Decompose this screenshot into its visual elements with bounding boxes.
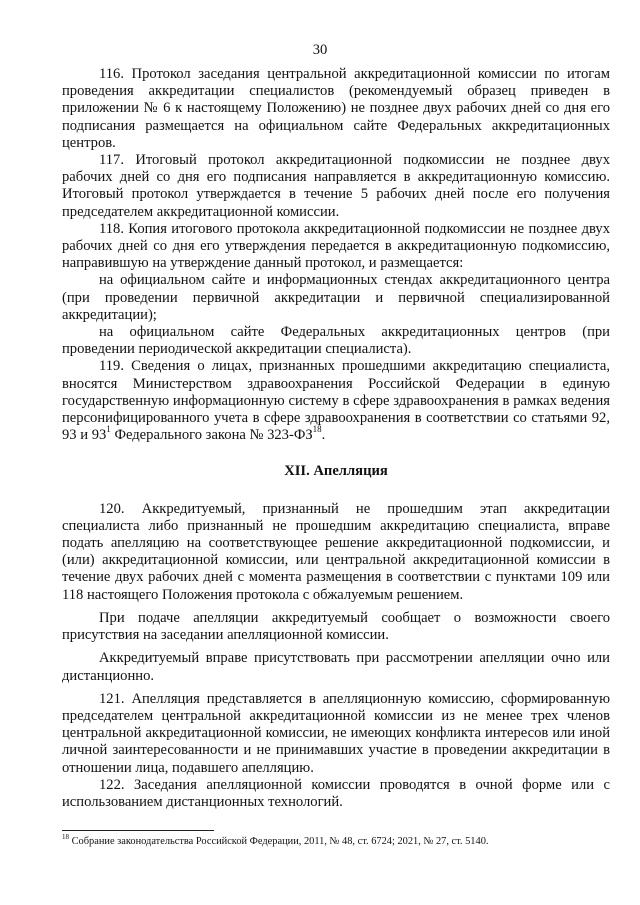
paragraph-122: 122. Заседания апелляционной комиссии проводятся в очной форме или с использованием дистанционных технологий. [62, 776, 610, 810]
footnote-text: Собрание законодательства Российской Федерации, 2011, № 48, ст. 6724; 2021, № 27, ст. 5140. [69, 836, 489, 847]
footnote-divider [62, 830, 214, 831]
paragraph-117: 117. Итоговый протокол аккредитационной подкомиссии не позднее двух рабочих дней со дня его подписания направляется в аккредитационную комиссию. Итоговый протокол утверждается в течение 5 рабочих дней после его получения председателем аккредитационной комиссии. [62, 152, 610, 220]
article-superscript: 1 [106, 424, 111, 435]
page-number: 30 [312, 42, 328, 58]
paragraph-116: 116. Протокол заседания центральной аккредитационной комиссии по итогам проведения аккредитации специалистов (рекомендуемый образец приведен в приложении № 6 к настоящему Положению) не позднее двух рабочих дней со дня его подписания размещается на официальном сайте Федеральных аккредитационных центров. [62, 66, 610, 151]
paragraph-120: 120. Аккредитуемый, признанный не прошедшим этап аккредитации специалиста либо признанный не прошедшим аккредитацию специалиста, вправе подать апелляцию на соответствующее решение аккредитационной подкомиссии, и (или) аккредитационной комиссии, или центральной аккредитационной комиссии в течение двух рабочих дней с момента размещения в соответствии с пунктами 109 или 118 настоящего Положения протокола с обжалуемым решением. [62, 500, 610, 603]
paragraph-118: 118. Копия итогового протокола аккредитационной подкомиссии не позднее двух рабочих дней со дня его утверждения передается в аккредитационную подкомиссию, направившую на утверждение данный протокол, и размещается: [62, 220, 610, 272]
paragraph-118-item-b: на официальном сайте Федеральных аккредитационных центров (при проведении периодической аккредитации специалиста). [62, 324, 610, 358]
section-heading: XII. Апелляция [284, 463, 388, 480]
footnote [62, 832, 622, 848]
paragraph-119 [62, 358, 610, 444]
paragraph-118-item-a: на официальном сайте и информационных стендах аккредитационного центра (при проведении первичной аккредитации и первичной специализированной аккредитации); [62, 272, 610, 323]
paragraph-120-presence: При подаче апелляции аккредитуемый сообщает о возможности своего присутствия на заседании апелляционной комиссии. [62, 609, 610, 644]
paragraph-119-text: 119. Сведения о лицах, признанных прошедшими аккредитацию специалиста, вносятся Министерством здравоохранения Российской Федерации в единую государственную информационную систему в сфере здравоохранения в рамках ведения персонифицированного учета в сфере здравоохранения в соответствии со статьями 92, 93 и 93 [62, 358, 610, 444]
footnote-mark: 18 [62, 832, 69, 841]
footnote-reference: 18 [312, 424, 322, 435]
document-body [62, 66, 610, 811]
paragraph-119-law: Федерального закона № 323-ФЗ [110, 427, 313, 444]
paragraph-121: 121. Апелляция представляется в апелляционную комиссию, сформированную председателем центральной аккредитационной комиссии из не менее трех членов центральной аккредитационной комиссии, не имеющих конфликта интересов или иной личной заинтересованности и не принимавших участие в проведении аккредитации в отношении лица, подавшего апелляцию. [62, 690, 610, 776]
paragraph-119-end: . [321, 427, 326, 444]
paragraph-120-attendance: Аккредитуемый вправе присутствовать при рассмотрении апелляции очно или дистанционно. [62, 650, 610, 684]
